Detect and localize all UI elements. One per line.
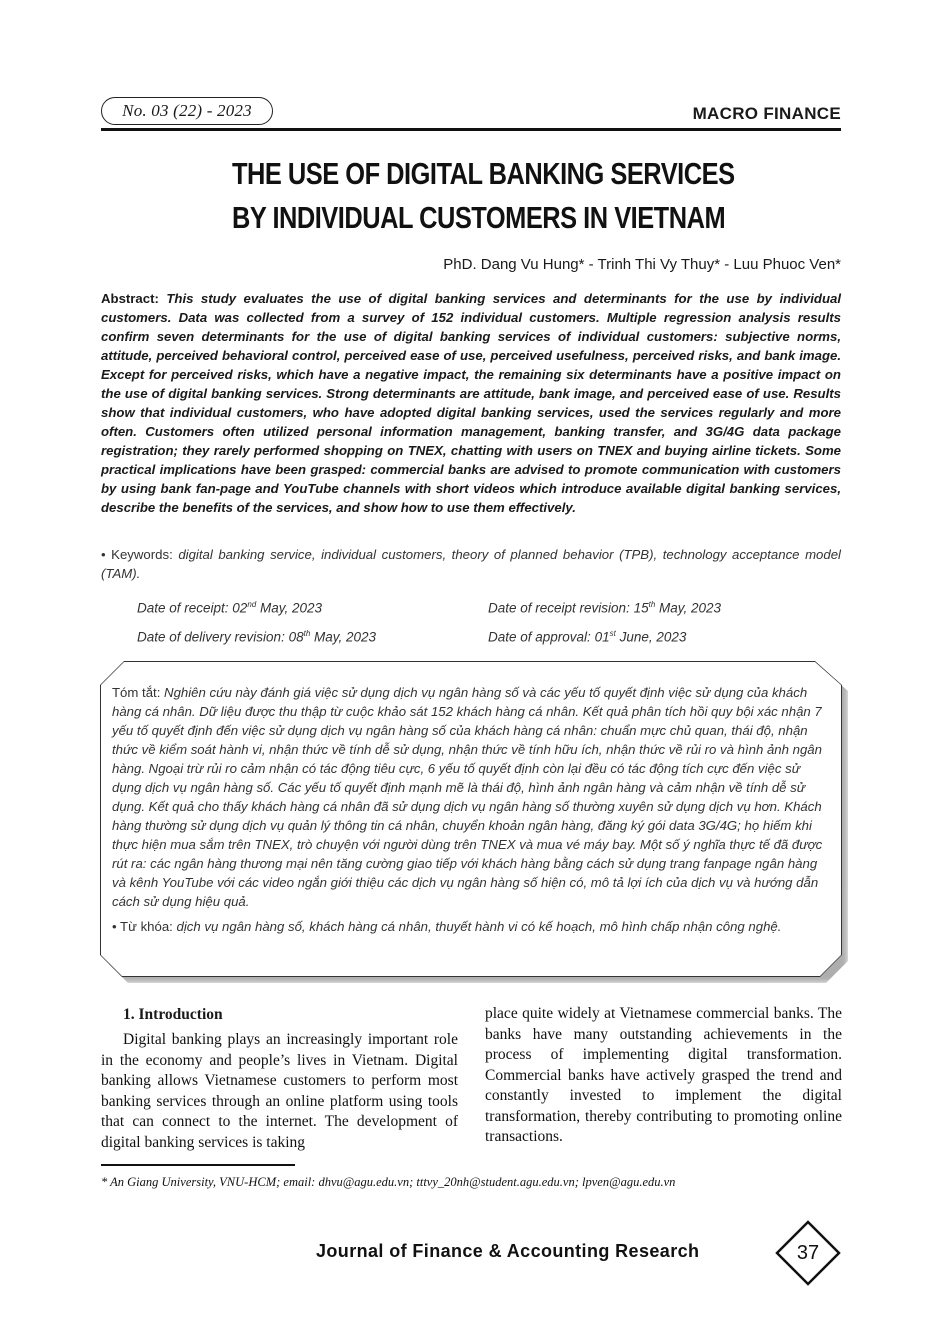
vn-abstract-body: Nghiên cứu này đánh giá việc sử dụng dịch vụ ngân hàng số và các yếu tố quyết định việc sử dụng của khách hàng cá nhân. Dữ liệu được thu thập từ cuộc khảo sát 152 khách hàng cá nhân. Kết quả phân tích hồi quy bội xác nhận 7 yếu tố quyết định đến việc sử dụng dịch vụ ngân hàng số của khách hàng cá nhân: chuẩn mực chủ quan, thái độ, nhận thức về kiểm soát hành vi, nhận thức về tính dễ sử dụng, nhận thức về tính hữu ích, nhận thức về rủi ro và hình ảnh ngân hàng. Ngoại trừ rủi ro cảm nhận có tác động tiêu cực, 6 yếu tố quyết định còn lại đều có tác động tích cực đến việc sử dụng dịch vụ ngân hàng số. Các yếu tố quyết định mạnh mẽ là thái độ, hình ảnh ngân hàng và cảm nhận về tính dễ sử dụng. Kết quả cho thấy khách hàng cá nhân đã sử dụng dịch vụ ngân hàng số thường xuyên sử dụng dịch vụ hơn. Khách hàng thường sử dụng dịch vụ quản lý thông tin cá nhân, chuyển khoản ngân hàng, đăng ký gói data 3G/4G; họ hiếm khi thực hiện mua sắm trên TNEX, trò chuyện với người dùng trên TNEX và mua vé máy bay. Một số ý nghĩa thực tế đã được rút ra: các ngân hàng thương mại nên tăng cường giao tiếp với khách hàng bằng cách sử dụng trang fanpage ngân hàng và kênh YouTube với các video ngắn giới thiệu các dịch vụ ngân hàng số hiện có, mô tả lợi ích của dịch vụ và hướng dẫn cách sử dụng hiệu quả. bbox=[112, 685, 823, 909]
abstract bbox=[101, 289, 841, 517]
abstract-label: Abstract: bbox=[101, 291, 159, 306]
vn-abstract-label: Tóm tắt: bbox=[112, 685, 161, 700]
page-number-badge bbox=[775, 1220, 841, 1286]
title-line-2: BY INDIVIDUAL CUSTOMERS IN VIETNAM bbox=[232, 200, 726, 235]
body-column-left: Digital banking plays an increasingly important role in the economy and people’s lives in Vietnam. Digital banking allows Vietnamese customers to perform most banking services through an online platform using tools that can connect to the internet. The development of digital banking services is taking bbox=[101, 1031, 458, 1151]
article-title bbox=[232, 152, 735, 240]
date-delivery-revision: Date of delivery revision: 08th May, 2023 bbox=[137, 628, 377, 644]
keywords bbox=[101, 545, 841, 583]
abstract-body: This study evaluates the use of digital banking services and determinants for the use by individual customers. Data was collected from a survey of 152 individual customers. Multiple regression analysis results confirm seven determinants for the use of digital banking services of individual customers: subjective norms, attitude, perceived behavioral control, perceived ease of use, perceived usefulness, perceived risks, and bank image. Except for perceived risks, which have a negative impact, the remaining six determinants have a positive impact on the use of digital banking services. Strong determinants are attitude, bank image, and perceived ease of use. Results show that individual customers, who have adopted digital banking services, used the services regularly and more often. Customers often utilized personal information management, banking transfer, and 3G/4G data package registration; they rarely performed shopping on TNEX, chatting with users on TNEX and buying airline tickets. Some practical implications have been grasped: commercial banks are advised to promote communication with customers by using bank fan-page and YouTube channels with short videos which introduce available digital banking services, describe the benefits of the services, and show how to use them effectively. bbox=[101, 291, 842, 515]
vn-keywords-label: • Từ khóa: bbox=[112, 919, 173, 934]
journal-name: Journal of Finance & Accounting Research bbox=[316, 1241, 700, 1261]
footnote-rule bbox=[101, 1164, 295, 1166]
vn-keywords-list: dịch vụ ngân hàng số, khách hàng cá nhân, thuyết hành vi có kế hoạch, mô hình chấp nhận công nghệ. bbox=[176, 919, 782, 934]
header-rule bbox=[101, 128, 841, 131]
authors: PhD. Dang Vu Hung* - Trinh Thi Vy Thuy* - Luu Phuoc Ven* bbox=[443, 256, 841, 273]
body-column-right: place quite widely at Vietnamese commercial banks. The banks have many outstanding achievements in the process of implementing digital transformation. Commercial banks have actively grasped the trend and constantly invested to implement the digital transformation, thereby contributing to promoting online transactions. bbox=[485, 1005, 842, 1145]
vn-abstract bbox=[112, 683, 832, 911]
section-heading-introduction: 1. Introduction bbox=[123, 1006, 223, 1023]
date-receipt-revision: Date of receipt revision: 15th May, 2023 bbox=[488, 600, 722, 616]
title-line-1: THE USE OF DIGITAL BANKING SERVICES bbox=[232, 156, 735, 191]
vietnamese-summary bbox=[112, 683, 832, 936]
page-number: 37 bbox=[796, 1241, 820, 1264]
date-receipt: Date of receipt: 02nd May, 2023 bbox=[137, 600, 323, 616]
date-approval: Date of approval: 01st June, 2023 bbox=[488, 628, 687, 644]
issue-badge: No. 03 (22) - 2023 bbox=[101, 97, 273, 125]
keywords-label: • Keywords: bbox=[101, 547, 173, 562]
article-dates bbox=[137, 595, 787, 646]
section-label: MACRO FINANCE bbox=[692, 104, 841, 123]
vn-keywords bbox=[112, 917, 832, 936]
footnote-affiliation: * An Giang University, VNU-HCM; email: dhvu@agu.edu.vn; tttvy_20nh@student.agu.edu.vn; lpven@agu.edu.vn bbox=[101, 1175, 676, 1189]
keywords-list: digital banking service, individual customers, theory of planned behavior (TPB), technology acceptance model (TAM). bbox=[101, 547, 841, 581]
